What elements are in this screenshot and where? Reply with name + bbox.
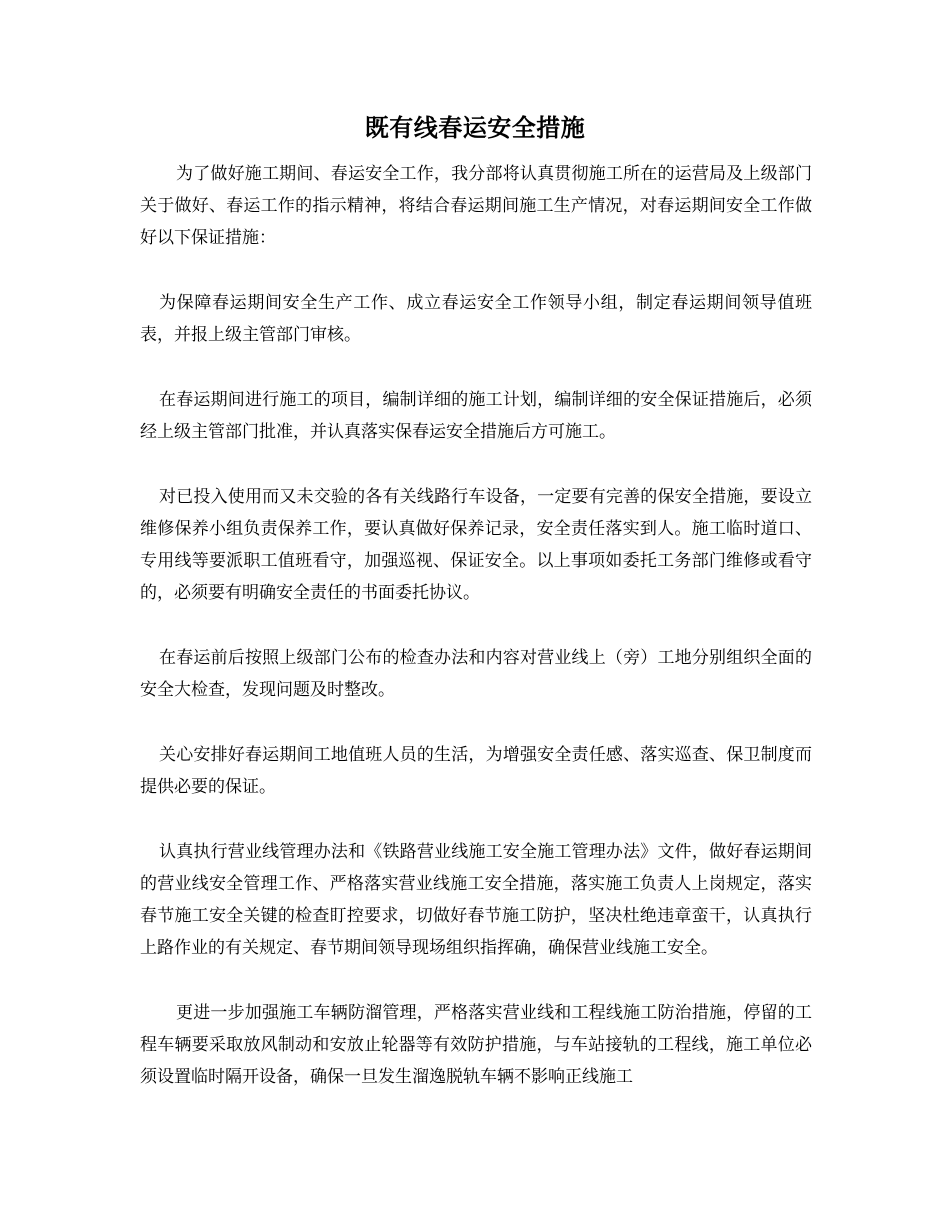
document-title: 既有线春运安全措施: [364, 113, 586, 142]
paragraph-regulations: 认真执行营业线管理办法和《铁路营业线施工安全施工管理办法》文件，做好春运期间的营业线安全管理工作、严格落实营业线施工安全措施，落实施工负责人上岗规定，落实春节施工安全关键的检查盯控要求，切做好春节施工防护，坚决杜绝违章蛮干，认真执行上路作业的有关规定、春节期间领导现场组织指挥确，确保营业线施工安全。: [140, 842, 812, 958]
paragraph-staff-welfare: 关心安排好春运期间工地值班人员的生活，为增强安全责任感、落实巡查、保卫制度而提供必要的保证。: [140, 745, 812, 797]
paragraph-leadership-group: 为保障春运期间安全生产工作、成立春运安全工作领导小组，制定春运期间领导值班表，并报上级主管部门审核。: [140, 293, 812, 345]
document-body: [140, 158, 812, 1126]
paragraph-construction-plan: 在春运期间进行施工的项目，编制详细的施工计划，编制详细的安全保证措施后，必须经上级主管部门批准，并认真落实保春运安全措施后方可施工。: [140, 390, 812, 442]
paragraph-safety-inspection: 在春运前后按照上级部门公布的检查办法和内容对营业线上（旁）工地分别组织全面的安全大检查，发现问题及时整改。: [140, 648, 812, 700]
paragraph-intro: 为了做好施工期间、春运安全工作，我分部将认真贯彻施工所在的运营局及上级部门关于做好、春运工作的指示精神，将结合春运期间施工生产情况，对春运期间安全工作做好以下保证措施：: [140, 164, 812, 248]
paragraph-vehicle-anti-slip: 更进一步加强施工车辆防溜管理，严格落实营业线和工程线施工防治措施，停留的工程车辆要采取放风制动和安放止轮器等有效防护措施，与车站接轨的工程线，施工单位必须设置临时隔开设备，确保一旦发生溜逸脱轨车辆不影响正线施工: [140, 1003, 812, 1087]
paragraph-equipment-maintenance: 对已投入使用而又未交验的各有关线路行车设备，一定要有完善的保安全措施，要设立维修保养小组负责保养工作，要认真做好保养记录，安全责任落实到人。施工临时道口、专用线等要派职工值班看守，加强巡视、保证安全。以上事项如委托工务部门维修或看守的，必须要有明确安全责任的书面委托协议。: [140, 487, 812, 603]
